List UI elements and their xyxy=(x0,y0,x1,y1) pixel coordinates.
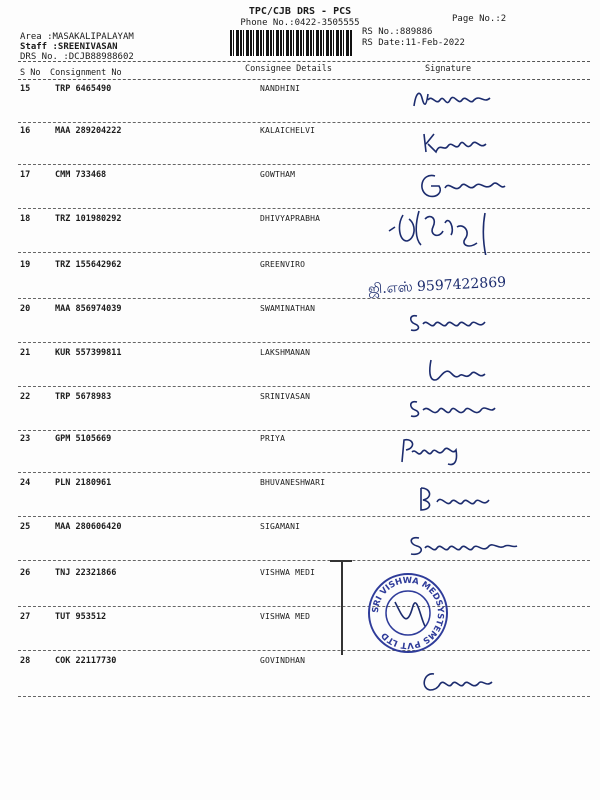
row-consignee: GOWTHAM xyxy=(260,170,296,179)
doc-title: TPC/CJB DRS - PCS xyxy=(248,6,352,17)
table-row xyxy=(0,612,600,654)
signature-21 xyxy=(425,358,505,384)
page-number: Page No.:2 xyxy=(452,14,507,24)
staff-label: Staff :SREENIVASAN xyxy=(20,42,118,52)
rs-date: RS Date:11-Feb-2022 xyxy=(362,38,465,48)
row-sno: 24 xyxy=(20,478,31,488)
svg-text:SRI VISHWA MEDSYSTEMS PVT LTD: SRI VISHWA MEDSYSTEMS PVT LTD xyxy=(370,575,446,651)
row-divider xyxy=(18,164,590,165)
row-consignment: TRZ 101980292 xyxy=(55,214,122,224)
row-divider xyxy=(18,560,590,561)
row-consignee: DHIVYAPRABHA xyxy=(260,214,321,223)
table-row xyxy=(0,84,600,126)
row-consignee: NANDHINI xyxy=(260,84,301,93)
rs-number: RS No.:889886 xyxy=(362,27,433,37)
row-divider xyxy=(18,606,590,607)
table-row xyxy=(0,392,600,434)
row-sno: 20 xyxy=(20,304,31,314)
row-divider xyxy=(18,516,590,517)
row-consignee: GREENVIRO xyxy=(260,260,306,269)
row-consignment: TUT 953512 xyxy=(55,612,107,622)
row-consignment: MAA 280606420 xyxy=(55,522,122,532)
row-sno: 15 xyxy=(20,84,31,94)
row-divider xyxy=(18,696,590,697)
row-consignment: MAA 289204222 xyxy=(55,126,122,136)
table-row xyxy=(0,568,600,610)
row-consignee: LAKSHMANAN xyxy=(260,348,311,357)
row-sno: 22 xyxy=(20,392,31,402)
column-header-sno: S No xyxy=(20,68,41,78)
row-consignment: TRZ 155642962 xyxy=(55,260,122,270)
signature-28 xyxy=(418,668,498,694)
signature-20 xyxy=(405,308,505,334)
bracket-line xyxy=(341,560,343,655)
row-sno: 26 xyxy=(20,568,31,578)
row-divider xyxy=(18,122,590,123)
row-divider xyxy=(18,472,590,473)
row-consignment: TNJ 22321866 xyxy=(55,568,117,578)
table-row xyxy=(0,260,600,302)
drs-number: DRS No. :DCJB88988602 xyxy=(20,52,134,62)
signature-22 xyxy=(405,396,505,420)
row-sno: 18 xyxy=(20,214,31,224)
row-consignment: GPM 5105669 xyxy=(55,434,112,444)
barcode xyxy=(230,30,352,56)
signature-25 xyxy=(405,532,525,560)
signature-16 xyxy=(420,130,510,156)
column-header-consignment: Consignment No xyxy=(50,68,122,78)
row-sno: 27 xyxy=(20,612,31,622)
row-consignment: TRP 5678983 xyxy=(55,392,112,402)
row-divider xyxy=(18,386,590,387)
row-sno: 23 xyxy=(20,434,31,444)
header-divider xyxy=(18,61,590,62)
row-consignee: PRIYA xyxy=(260,434,286,443)
row-consignment: COK 22117730 xyxy=(55,656,117,666)
row-divider xyxy=(18,342,590,343)
table-row xyxy=(0,348,600,390)
row-consignee: GOVINDHAN xyxy=(260,656,306,665)
row-consignment: CMM 733468 xyxy=(55,170,107,180)
row-consignee: SWAMINATHAN xyxy=(260,304,316,313)
signature-18 xyxy=(385,205,515,255)
row-consignment: TRP 6465490 xyxy=(55,84,112,94)
row-consignee: VISHWA MEDI xyxy=(260,568,316,577)
row-sno: 28 xyxy=(20,656,31,666)
signature-23 xyxy=(398,436,478,466)
row-consignee: VISHWA MED xyxy=(260,612,311,621)
row-consignment: MAA 856974039 xyxy=(55,304,122,314)
signature-15 xyxy=(410,86,510,112)
table-row xyxy=(0,478,600,520)
table-row xyxy=(0,434,600,476)
column-divider xyxy=(18,79,590,80)
table-row xyxy=(0,656,600,698)
row-consignee: SRINIVASAN xyxy=(260,392,311,401)
row-consignment: KUR 557399811 xyxy=(55,348,122,358)
column-header-signature: Signature xyxy=(425,64,472,74)
row-sno: 17 xyxy=(20,170,31,180)
handwritten-phone-note: ஜி.எஸ் 9597422869 xyxy=(367,274,507,298)
column-header-details: Consignee Details xyxy=(245,64,332,74)
row-consignee: KALAICHELVI xyxy=(260,126,316,135)
phone-number: Phone No.:0422-3505555 xyxy=(240,18,360,28)
row-sno: 21 xyxy=(20,348,31,358)
area-label: Area :MASAKALIPALAYAM xyxy=(20,32,134,42)
table-row xyxy=(0,304,600,346)
signature-17 xyxy=(415,170,525,202)
row-consignee: BHUVANESHWARI xyxy=(260,478,326,487)
company-seal-stamp xyxy=(367,572,449,658)
row-consignee: SIGAMANI xyxy=(260,522,301,531)
row-divider xyxy=(18,298,590,299)
row-divider xyxy=(18,430,590,431)
row-sno: 16 xyxy=(20,126,31,136)
row-sno: 19 xyxy=(20,260,31,270)
row-consignment: PLN 2180961 xyxy=(55,478,112,488)
row-divider xyxy=(18,650,590,651)
signature-24 xyxy=(415,484,505,514)
table-row xyxy=(0,126,600,168)
row-sno: 25 xyxy=(20,522,31,532)
